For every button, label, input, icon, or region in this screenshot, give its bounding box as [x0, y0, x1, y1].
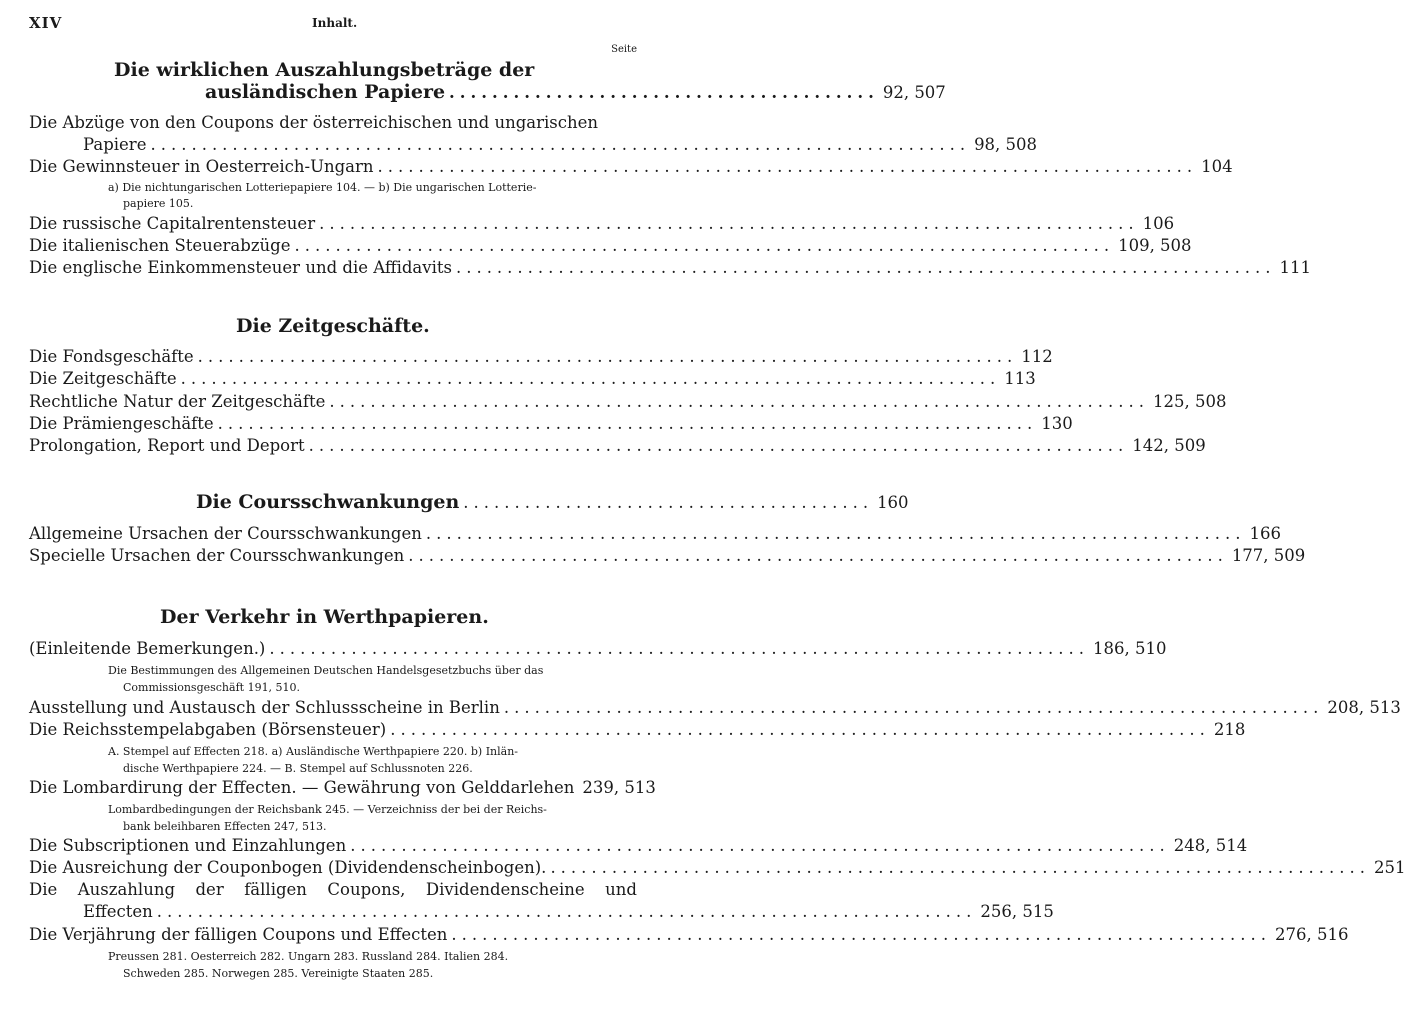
entry-subnote: dische Werthpapiere 224. — B. Stempel auf Schlussnoten 226.	[123, 762, 473, 775]
toc-entry	[83, 135, 1038, 154]
entry-title: Die Lombardirung der Effecten. — Gewährung von Gelddarlehen	[29, 778, 575, 797]
entry-pages: 98, 508	[974, 135, 1038, 154]
leader-dots: ................................................................................	[550, 858, 1371, 877]
entry-subnote: Die Bestimmungen des Allgemeinen Deutschen Handelsgesetzbuchs über das	[108, 664, 544, 677]
entry-pages: 251	[1374, 858, 1406, 877]
section-heading: Der Verkehr in Werthpapieren.	[160, 606, 489, 628]
toc-entry	[29, 157, 1233, 176]
entry-pages: 256, 515	[980, 902, 1054, 921]
entry-pages: 186, 510	[1092, 639, 1167, 658]
entry-pages: 130	[1041, 414, 1073, 433]
leader-dots: ................................................................................	[377, 157, 1198, 176]
toc-entry	[29, 414, 1073, 433]
entry-title: (Einleitende Bemerkungen.)	[29, 639, 266, 658]
running-title: Inhalt.	[312, 16, 358, 30]
toc-entry	[29, 347, 1053, 366]
entry-pages: 218	[1213, 720, 1246, 739]
entry-title: Papiere	[83, 135, 147, 154]
toc-entry	[83, 902, 1054, 921]
leader-dots: ................................................................................	[455, 258, 1276, 277]
toc-entry	[29, 436, 1206, 455]
toc-entry	[29, 858, 1406, 877]
entry-title: Die russische Capitalrentensteuer	[29, 214, 316, 233]
entry-pages: 106	[1142, 214, 1175, 233]
entry-subnote: Schweden 285. Norwegen 285. Vereinigte Staaten 285.	[123, 967, 434, 980]
entry-pages: 104	[1201, 157, 1233, 176]
leader-dots: ................................................................................	[451, 925, 1271, 944]
toc-entry	[29, 546, 1306, 565]
entry-title: Die englische Einkommensteuer und die Affidavits	[29, 258, 452, 277]
entry-title: Die Zeitgeschäfte	[29, 369, 177, 388]
entry-title: Allgemeine Ursachen der Coursschwankungen	[29, 524, 422, 543]
entry-pages: 92, 507	[882, 83, 946, 102]
entry-pages: 208, 513	[1327, 698, 1401, 717]
leader-dots: ................................................................................	[425, 524, 1246, 543]
entry-pages: 113	[1004, 369, 1036, 388]
toc-entry	[29, 258, 1312, 277]
toc-entry	[29, 214, 1175, 233]
entry-title: Die Prämiengeschäfte	[29, 414, 214, 433]
entry-pages: 109, 508	[1118, 236, 1192, 255]
entry-title: Die italienischen Steuerabzüge	[29, 236, 291, 255]
toc-entry	[29, 698, 1401, 717]
section-heading: Die Coursschwankungen	[196, 491, 460, 513]
leader-dots: ................................................................................	[217, 414, 1038, 433]
entry-pages: 125, 508	[1152, 392, 1227, 411]
entry-pages: 276, 516	[1275, 925, 1349, 944]
section-heading: Die wirklichen Auszahlungsbeträge der	[114, 59, 535, 81]
toc-entry	[29, 524, 1281, 543]
toc-entry	[29, 720, 1246, 739]
entry-pages: 248, 514	[1173, 836, 1248, 855]
entry-pages: 166	[1249, 524, 1281, 543]
entry-title: Die Gewinnsteuer in Oesterreich-Ungarn	[29, 157, 374, 176]
entry-pages: 177, 509	[1231, 546, 1306, 565]
leader-dots: ................................................................................	[150, 135, 971, 154]
toc-entry	[29, 236, 1192, 255]
entry-title: Die Abzüge von den Coupons der österreichischen und ungarischen	[29, 113, 599, 132]
toc-entry	[29, 392, 1227, 411]
entry-title: Rechtliche Natur der Zeitgeschäfte	[29, 392, 326, 411]
entry-pages: 112	[1021, 347, 1053, 366]
toc-entry	[29, 836, 1248, 855]
leader-dots: ................................................................................	[329, 392, 1149, 411]
leader-dots: ................................................................................	[390, 720, 1210, 739]
entry-subnote: Preussen 281. Oesterreich 282. Ungarn 283. Russland 284. Italien 284.	[108, 950, 509, 963]
leader-dots: ................................................................................	[269, 639, 1089, 658]
entry-pages: 142, 509	[1132, 436, 1206, 455]
leader-dots: ........................................	[463, 493, 874, 512]
toc-entry	[29, 639, 1167, 658]
toc-entry	[29, 925, 1349, 944]
entry-title: Die Verjährung der fälligen Coupons und Effecten	[29, 925, 448, 944]
section-heading: Die Zeitgeschäfte.	[236, 315, 430, 337]
entry-pages: 160	[877, 493, 909, 512]
leader-dots: ................................................................................	[197, 347, 1018, 366]
leader-dots: ................................................................................	[408, 546, 1228, 565]
entry-title: Die Reichsstempelabgaben (Börsensteuer)	[29, 720, 387, 739]
entry-title: Die Auszahlung der fälligen Coupons, Dividendenscheine und	[29, 880, 637, 899]
toc-entry	[196, 491, 909, 513]
entry-pages: 239, 513	[582, 778, 656, 797]
entry-title: Prolongation, Report und Deport	[29, 436, 305, 455]
entry-title: Die Ausreichung der Couponbogen (Dividendenscheinbogen).	[29, 858, 547, 877]
entry-pages: 111	[1279, 258, 1312, 277]
entry-subnote: Lombardbedingungen der Reichsbank 245. — Verzeichniss der bei der Reichs-	[108, 803, 547, 816]
seite-label: Seite	[611, 44, 637, 55]
entry-subnote: A. Stempel auf Effecten 218. a) Ausländische Werthpapiere 220. b) Inlän-	[108, 745, 519, 758]
entry-title: Ausstellung und Austausch der Schlussscheine in Berlin	[29, 698, 500, 717]
entry-title: ausländischen Papiere	[205, 81, 446, 103]
entry-subnote: bank beleihbaren Effecten 247, 513.	[123, 820, 327, 833]
entry-title: Specielle Ursachen der Coursschwankungen	[29, 546, 405, 565]
toc-entry	[29, 369, 1036, 388]
entry-subnote: a) Die nichtungarischen Lotteriepapiere 104. — b) Die ungarischen Lotterie-	[108, 181, 537, 194]
leader-dots: ................................................................................	[294, 236, 1115, 255]
leader-dots: ................................................................................	[180, 369, 1001, 388]
leader-dots: ................................................................................	[503, 698, 1324, 717]
entry-title: Die Subscriptionen und Einzahlungen	[29, 836, 347, 855]
leader-dots: ................................................................................	[319, 214, 1139, 233]
entry-title: Effecten	[83, 902, 153, 921]
leader-dots: ................................................................................	[308, 436, 1129, 455]
toc-entry	[205, 81, 946, 103]
entry-title: Die Fondsgeschäfte	[29, 347, 194, 366]
leader-dots: ........................................	[449, 83, 879, 102]
entry-subnote: Commissionsgeschäft 191, 510.	[123, 681, 301, 694]
toc-entry	[29, 778, 656, 797]
leader-dots: ................................................................................	[156, 902, 977, 921]
page-number: XIV	[29, 14, 63, 32]
leader-dots: ................................................................................	[350, 836, 1170, 855]
entry-subnote: papiere 105.	[123, 197, 194, 210]
